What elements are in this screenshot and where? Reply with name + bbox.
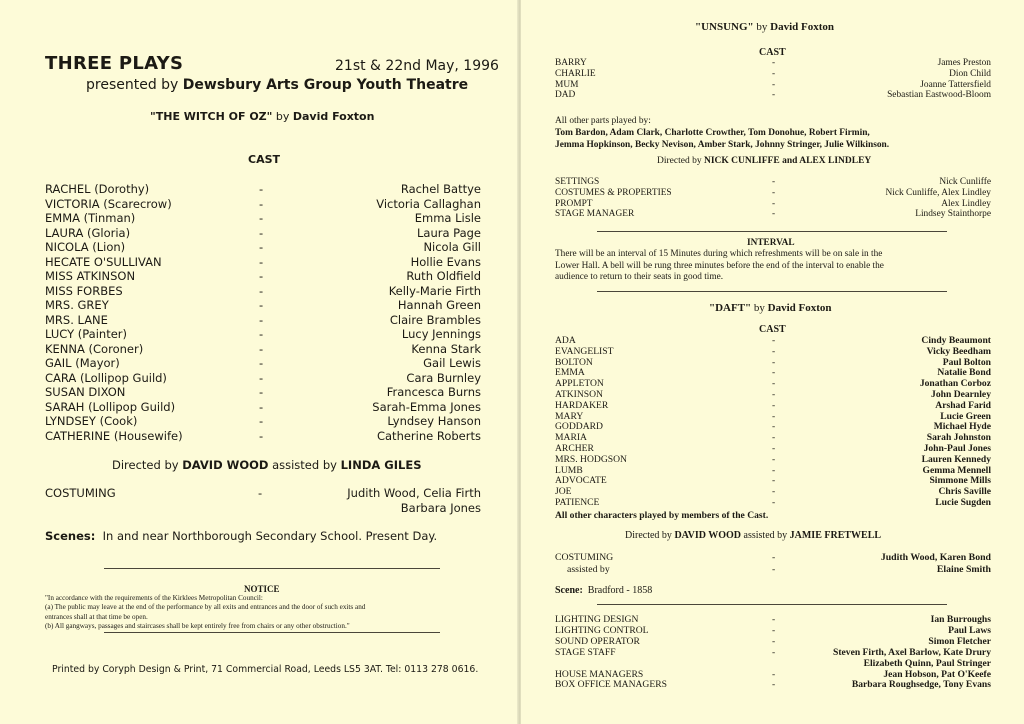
actor-name: Lucy Jennings	[401, 327, 481, 341]
play2-title: "UNSUNG"	[695, 21, 754, 33]
cast-row	[45, 356, 481, 370]
right-page	[521, 0, 1024, 724]
cast-heading: CAST	[248, 153, 281, 166]
role-name: MARIA	[555, 432, 587, 444]
scene-label: Scene:	[555, 585, 583, 596]
costuming-dash	[772, 552, 775, 575]
actor-name: Gemma Mennell	[922, 464, 991, 476]
role-name: SOUND OPERATOR	[555, 635, 640, 647]
dash: -	[259, 370, 264, 385]
dash: -	[259, 298, 264, 312]
presented-prefix: presented by	[86, 77, 179, 93]
role-name: MRS. GREY	[45, 298, 109, 312]
play3-director-line	[625, 530, 881, 541]
dash: -	[259, 356, 264, 370]
actor-name: Lindsey Stainthorpe	[915, 209, 991, 220]
actor-name: Simmone Mills	[929, 475, 991, 487]
cast-row	[45, 226, 481, 240]
cast-row	[45, 429, 481, 443]
role-name: LYNDSEY (Cook)	[45, 414, 138, 428]
dash: -	[259, 414, 264, 428]
play2-heading	[695, 21, 834, 33]
actor-name: Simon Fletcher	[928, 635, 991, 647]
dash: -	[772, 410, 776, 422]
dash: -	[772, 497, 776, 508]
cast-row	[45, 298, 481, 312]
dash: -	[259, 254, 264, 269]
actor-name: Ian Burroughs	[930, 614, 991, 625]
cast-row	[45, 269, 481, 283]
actor-name: Joanne Tattersfield	[920, 79, 991, 90]
actor-name: Nick Cunliffe, Alex Lindley	[885, 187, 991, 198]
dash: -	[259, 196, 264, 211]
play2-author: David Foxton	[770, 21, 835, 33]
role-name: MRS. LANE	[45, 312, 108, 327]
notice-line: (b) All gangways, passages and staircases shall be kept entirely free from chairs or any other obstruction."	[45, 622, 350, 631]
dash: -	[772, 399, 776, 411]
program-title: THREE PLAYS	[45, 53, 184, 74]
actor-name: Emma Lisle	[414, 211, 481, 225]
dash: -	[772, 453, 776, 465]
play3-cast-heading: CAST	[759, 324, 786, 335]
actor-name: Arshad Farid	[935, 399, 991, 411]
dash: -	[259, 341, 264, 356]
play3-author: David Foxton	[767, 302, 832, 314]
role-name: LUMB	[555, 464, 583, 476]
role-name: MUM	[555, 79, 579, 90]
dash: -	[772, 552, 776, 563]
notice-heading: NOTICE	[244, 584, 280, 594]
actor-name: Michael Hyde	[933, 421, 991, 433]
costuming-names-block	[881, 552, 991, 575]
role-name: NICOLA (Lion)	[45, 240, 126, 254]
actor-name: James Preston	[937, 58, 991, 68]
play3-by: by	[753, 302, 765, 314]
directed-prefix: Directed by	[112, 458, 179, 472]
role-name: GAIL (Mayor)	[45, 356, 120, 370]
role-name: COSTUMES & PROPERTIES	[555, 187, 672, 198]
scene-line	[555, 585, 652, 596]
director-name: DAVID WOOD	[182, 458, 269, 472]
interval-line: Lower Hall. A bell will be rung three minutes before the end of the interval to enable the	[555, 260, 884, 271]
cast-row	[45, 385, 481, 399]
play2-directors: NICK CUNLIFFE and ALEX LINDLEY	[703, 156, 872, 166]
other-parts-names: Jemma Hopkinson, Becky Nevison, Amber Stark, Johnny Stringer, Julie Wilkinson.	[555, 140, 890, 150]
actor-name: Jean Hobson, Pat O'Keefe	[883, 668, 991, 680]
actor-name: Rachel Battye	[400, 182, 481, 196]
play2-director-line	[657, 156, 871, 166]
role-name: SETTINGS	[555, 177, 600, 187]
actor-name: John Dearnley	[931, 389, 991, 400]
actor-name: Sarah-Emma Jones	[372, 399, 481, 414]
actor-name: Lucie Sugden	[935, 497, 991, 508]
actor-name: Lucie Green	[940, 410, 991, 422]
divider	[597, 291, 947, 292]
dash: -	[772, 389, 776, 400]
other-parts-label: All other parts played by:	[555, 116, 651, 126]
dash: -	[772, 443, 776, 454]
dash: -	[772, 68, 776, 79]
role-name: HOUSE MANAGERS	[555, 668, 644, 680]
dash: -	[259, 283, 264, 298]
dash: -	[772, 624, 776, 636]
dash: -	[772, 209, 776, 220]
other-parts-names: Tom Bardon, Adam Clark, Charlotte Crowther, Tom Donohue, Robert Firmin,	[555, 128, 870, 138]
scene-text: Bradford - 1858	[587, 585, 653, 596]
play3-assistant: JAMIE FRETWELL	[789, 530, 882, 541]
actor-name: Gail Lewis	[423, 356, 481, 370]
dash: -	[259, 182, 264, 196]
play1-by: by	[275, 110, 290, 123]
role-name: KENNA (Coroner)	[45, 341, 144, 356]
dash: -	[772, 345, 776, 357]
actor-name: Laura Page	[416, 225, 481, 240]
assisted-prefix: assisted by	[743, 530, 788, 541]
play3-director: DAVID WOOD	[674, 530, 742, 541]
actor-name: Kenna Stark	[411, 341, 481, 356]
dash: -	[772, 187, 776, 198]
dash: -	[259, 312, 264, 327]
cast-row	[45, 414, 481, 428]
presented-by-line	[86, 77, 468, 93]
divider	[104, 632, 440, 633]
costuming-assisted-label: assisted by	[567, 563, 610, 575]
role-name: CHARLIE	[555, 68, 596, 79]
dash: -	[772, 635, 776, 647]
cast-row	[45, 327, 481, 341]
role-name: ADVOCATE	[555, 475, 607, 487]
actor-name: Cara Burnley	[406, 370, 481, 385]
role-name: MARY	[555, 410, 584, 422]
dash: -	[772, 177, 776, 187]
cast-row	[45, 182, 481, 196]
cast-row	[45, 211, 481, 225]
dash: -	[772, 421, 776, 433]
dash: -	[772, 58, 776, 68]
cast-row	[45, 400, 481, 414]
notice-line: entrances shall at that time be open.	[45, 612, 148, 621]
dash: -	[772, 475, 776, 487]
dash: -	[259, 385, 264, 399]
interval-line: audience to return to their seats in good time.	[555, 272, 724, 282]
role-name: SUSAN DIXON	[45, 385, 126, 399]
cast-row	[45, 342, 481, 356]
divider	[597, 231, 947, 232]
costuming-names: Judith Wood, Karen Bond	[880, 552, 991, 563]
all-other-characters: All other characters played by members of the Cast.	[555, 510, 769, 521]
role-name: STAGE MANAGER	[555, 209, 635, 220]
costuming-dash: -	[258, 486, 263, 500]
scenes-line	[45, 529, 437, 543]
role-name: GODDARD	[555, 421, 603, 433]
role-name: CATHERINE (Housewife)	[45, 428, 183, 443]
dash: -	[772, 378, 776, 390]
role-name: BARRY	[555, 58, 587, 68]
actor-name: Catherine Roberts	[376, 428, 481, 443]
dash: -	[772, 486, 776, 498]
dash: -	[772, 198, 776, 209]
role-name: PATIENCE	[555, 497, 600, 508]
actor-name: Natalie Bond	[937, 367, 991, 379]
divider	[104, 568, 440, 569]
cast-row	[45, 313, 481, 327]
role-name: EMMA (Tinman)	[45, 211, 136, 225]
costuming-label-block	[555, 552, 613, 575]
role-name: PROMPT	[555, 198, 593, 209]
role-name: ATKINSON	[555, 389, 603, 400]
company-name: Dewsbury Arts Group Youth Theatre	[182, 77, 469, 93]
dash: -	[772, 668, 776, 680]
actor-name: Chris Saville	[938, 486, 991, 498]
actor-name: Vicky Beedham	[926, 345, 991, 357]
play1-director-line	[112, 458, 421, 472]
costuming-assistant: Elaine Smith	[936, 563, 991, 575]
dash: -	[772, 356, 776, 368]
dash: -	[772, 335, 776, 346]
dash: -	[259, 327, 264, 341]
printer-credit: Printed by Coryph Design & Print, 71 Commercial Road, Leeds LS5 3AT. Tel: 0113 278 0616.	[52, 664, 479, 675]
role-name: BOLTON	[555, 356, 593, 368]
dash: -	[772, 90, 776, 101]
dash: -	[259, 211, 264, 225]
play3-title: "DAFT"	[709, 302, 752, 314]
interval-line: There will be an interval of 15 Minutes during which refreshments will be on sale in the	[555, 249, 883, 259]
actor-name: Paul Laws	[948, 624, 991, 636]
actor-name: Paul Bolton	[942, 356, 991, 368]
role-name: ARCHER	[555, 443, 594, 454]
role-name: JOE	[555, 486, 572, 498]
dash: -	[259, 399, 264, 414]
actor-name: Victoria Callaghan	[376, 196, 481, 211]
actor-name: Cindy Beaumont	[921, 335, 991, 346]
cast-row	[45, 284, 481, 298]
actor-name: Sarah Johnston	[926, 432, 991, 444]
dash: -	[772, 432, 776, 444]
actor-name: John-Paul Jones	[923, 443, 991, 454]
crew-row	[555, 209, 991, 223]
play3-heading	[709, 302, 832, 314]
actor-name: Jonathan Corboz	[919, 378, 991, 390]
actor-name: Lyndsey Hanson	[387, 414, 481, 428]
play1-author: David Foxton	[292, 110, 375, 123]
role-name: EVANGELIST	[555, 345, 614, 357]
role-name: LIGHTING CONTROL	[555, 624, 649, 636]
dash: -	[772, 79, 776, 90]
play1-title: "THE WITCH OF OZ"	[150, 110, 273, 123]
interval-text	[555, 249, 884, 284]
performance-dates: 21st & 22nd May, 1996	[335, 58, 499, 74]
actor-name: Dion Child	[949, 68, 991, 79]
role-name: HECATE O'SULLIVAN	[45, 254, 162, 269]
role-name: LIGHTING DESIGN	[555, 614, 639, 625]
costuming-names-2: Barbara Jones	[400, 501, 481, 515]
actor-name: Sebastian Eastwood-Bloom	[887, 90, 991, 101]
dash: -	[772, 563, 776, 575]
role-name: APPLETON	[555, 378, 604, 390]
actor-name: Kelly-Marie Firth	[388, 283, 481, 298]
dash: -	[259, 240, 264, 254]
dash: -	[772, 464, 776, 476]
scenes-text: In and near Northborough Secondary School. Present Day.	[102, 529, 438, 543]
actor-name: Ruth Oldfield	[406, 269, 481, 283]
actor-name: Nick Cunliffe	[939, 177, 991, 187]
actor-name: Francesca Burns	[386, 385, 481, 399]
role-name: EMMA	[555, 367, 585, 379]
actor-name: Lauren Kennedy	[921, 453, 991, 465]
role-name: MISS ATKINSON	[45, 269, 136, 283]
dash: -	[772, 646, 776, 658]
scenes-label: Scenes:	[45, 529, 96, 543]
role-name: ADA	[555, 335, 576, 346]
notice-text	[45, 594, 365, 632]
role-name: LAURA (Gloria)	[45, 225, 131, 240]
assistant-name: LINDA GILES	[340, 458, 422, 472]
interval-heading: INTERVAL	[747, 238, 795, 248]
role-name: MRS. HODGSON	[555, 453, 627, 465]
cast-row	[45, 255, 481, 269]
actor-name: Hannah Green	[397, 298, 481, 312]
dash: -	[772, 614, 776, 625]
role-name: SARAH (Lollipop Guild)	[45, 399, 176, 414]
play2-cast-heading: CAST	[759, 47, 786, 58]
actor-name: Steven Firth, Axel Barlow, Kate Drury	[832, 646, 991, 658]
dash: -	[772, 367, 776, 379]
play2-by: by	[756, 21, 768, 33]
role-name: RACHEL (Dorothy)	[45, 182, 150, 196]
role-name: LUCY (Painter)	[45, 327, 127, 341]
other-parts	[555, 115, 889, 151]
dash: -	[259, 269, 264, 283]
actor-name: Barbara Roughsedge, Tony Evans	[851, 679, 991, 691]
assisted-prefix: assisted by	[272, 458, 337, 472]
role-name: BOX OFFICE MANAGERS	[555, 679, 667, 691]
costuming-label: COSTUMING	[45, 486, 116, 500]
role-name: STAGE STAFF	[555, 646, 616, 658]
directed-prefix: Directed by	[625, 530, 672, 541]
cast-row	[45, 371, 481, 385]
role-name: CARA (Lollipop Guild)	[45, 370, 167, 385]
directed-prefix: Directed by	[657, 156, 702, 166]
notice-line: (a) The public may leave at the end of the performance by all exits and entrances and the door of such exits and	[45, 603, 366, 612]
role-name: DAD	[555, 90, 576, 101]
role-name: HARDAKER	[555, 399, 609, 411]
actor-name: Elizabeth Quinn, Paul Stringer	[863, 657, 991, 669]
dash: -	[259, 225, 264, 240]
dash: -	[772, 679, 776, 691]
costuming-label: COSTUMING	[555, 552, 614, 563]
actor-name: Hollie Evans	[410, 254, 481, 269]
cast-row	[555, 90, 991, 104]
role-name: VICTORIA (Scarecrow)	[45, 196, 172, 211]
costuming-names-1: Judith Wood, Celia Firth	[347, 486, 481, 500]
play1-heading	[150, 110, 374, 123]
actor-name: Nicola Gill	[423, 240, 481, 254]
actor-name: Alex Lindley	[941, 198, 991, 209]
actor-name: Claire Brambles	[389, 312, 481, 327]
notice-line: "In accordance with the requirements of the Kirklees Metropolitan Council:	[45, 594, 263, 602]
cast-row	[45, 240, 481, 254]
dash: -	[259, 428, 264, 443]
crew-row	[555, 679, 991, 693]
role-name: MISS FORBES	[45, 283, 123, 298]
divider	[597, 604, 947, 605]
cast-row	[45, 197, 481, 211]
